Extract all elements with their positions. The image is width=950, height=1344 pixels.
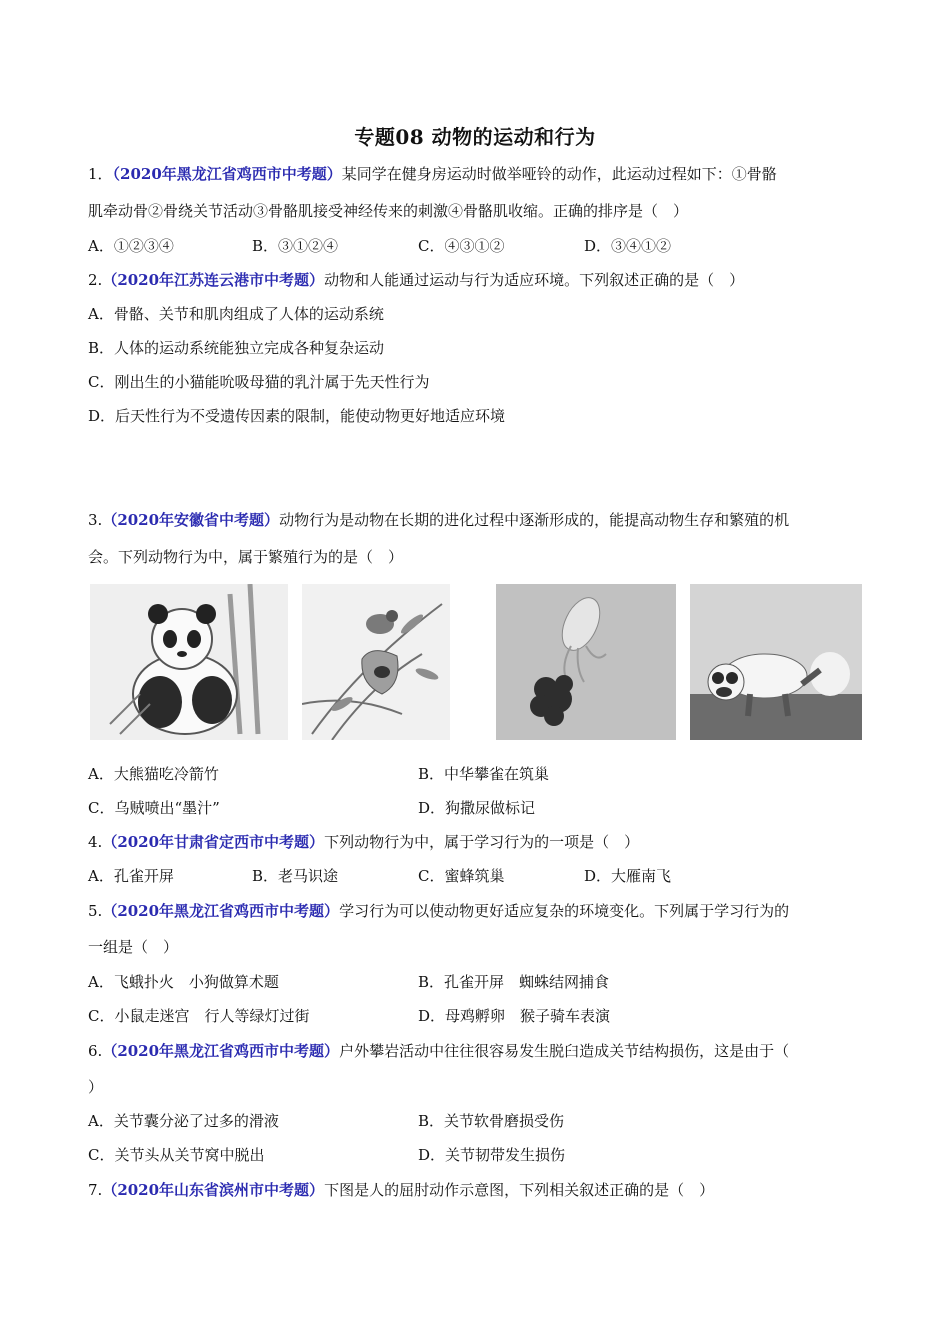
question-7-stem: 7.（2020年山东省滨州市中考题）下图是人的屈肘动作示意图，下列相关叙述正确的是（ ）: [88, 1181, 715, 1199]
question-number: 7.: [88, 1181, 103, 1199]
question-source: （2020年黑龙江省鸡西市中考题）: [102, 902, 340, 920]
option-a: A．骨骼、关节和肌肉组成了人体的运动系统: [88, 305, 384, 323]
option-c: C．小鼠走迷宫 行人等绿灯过街: [88, 1007, 310, 1025]
question-4-stem: 4.（2020年甘肃省定西市中考题）下列动物行为中，属于学习行为的一项是（ ）: [88, 833, 640, 851]
question-source: （2020年江苏连云港市中考题）: [102, 271, 325, 289]
option-a: A．大熊猫吃冷箭竹: [88, 765, 219, 783]
option-c: C．④③①②: [418, 237, 505, 255]
option-c: C．关节头从关节窝中脱出: [88, 1146, 265, 1164]
option-b: B．关节软骨磨损受伤: [418, 1112, 565, 1130]
option-b: B．老马识途: [252, 867, 339, 885]
option-c: C．乌贼喷出“墨汁”: [88, 799, 220, 817]
panda-photo: [90, 584, 288, 740]
question-source: （2020年安徽省中考题）: [102, 511, 280, 529]
question-3-stem-cont: 会。下列动物行为中，属于繁殖行为的是（ ）: [88, 548, 404, 566]
option-d: D．大雁南飞: [584, 867, 672, 885]
question-number: 1．: [88, 165, 113, 183]
question-number: 4.: [88, 833, 103, 851]
option-b: B．③①②④: [252, 237, 339, 255]
question-5-stem: 5.（2020年黑龙江省鸡西市中考题）学习行为可以使动物更好适应复杂的环境变化。下列属于学习行为的: [88, 902, 790, 920]
squid-ink-photo: [496, 584, 676, 740]
option-d: D．③④①②: [584, 237, 672, 255]
question-number: 2.: [88, 271, 103, 289]
question-6-stem-cont: ）: [88, 1078, 104, 1096]
question-6-stem: 6.（2020年黑龙江省鸡西市中考题）户外攀岩活动中往往很容易发生脱臼造成关节结构损伤，这是由于（: [88, 1042, 790, 1060]
option-c: C．刚出生的小猫能吮吸母猫的乳汁属于先天性行为: [88, 373, 430, 391]
question-1-stem-cont: 肌牵动骨②骨绕关节活动③骨骼肌接受神经传来的刺激④骨骼肌收缩。正确的排序是（ ）: [88, 202, 689, 220]
question-number: 6.: [88, 1042, 103, 1060]
option-a: A．关节囊分泌了过多的滑液: [88, 1112, 279, 1130]
question-number: 3.: [88, 511, 103, 529]
option-b: B．中华攀雀在筑巢: [418, 765, 550, 783]
option-c: C．蜜蜂筑巢: [418, 867, 505, 885]
option-a: A．飞蛾扑火 小狗做算术题: [88, 973, 279, 991]
option-d: D．后天性行为不受遗传因素的限制，能使动物更好地适应环境: [88, 407, 506, 425]
dog-marking-photo: [690, 584, 862, 740]
question-number: 5.: [88, 902, 103, 920]
page-title: 专题08 动物的运动和行为: [354, 125, 596, 149]
option-d: D．狗撒尿做标记: [418, 799, 536, 817]
question-5-stem-cont: 一组是（ ）: [88, 938, 179, 956]
question-source: （2020年黑龙江省鸡西市中考题）: [102, 1042, 340, 1060]
option-d: D．关节韧带发生损伤: [418, 1146, 566, 1164]
question-3-stem: 3.（2020年安徽省中考题）动物行为是动物在长期的进化过程中逐渐形成的，能提高动物生存和繁殖的机: [88, 511, 790, 529]
question-source: （2020年黑龙江省鸡西市中考题）: [112, 165, 342, 183]
option-a: A．孔雀开屏: [88, 867, 174, 885]
bird-nest-photo: [302, 584, 450, 740]
option-b: B．孔雀开屏 蜘蛛结网捕食: [418, 973, 610, 991]
option-d: D．母鸡孵卵 猴子骑车表演: [418, 1007, 611, 1025]
option-b: B．人体的运动系统能独立完成各种复杂运动: [88, 339, 385, 357]
question-source: （2020年甘肃省定西市中考题）: [102, 833, 325, 851]
question-1-stem: 1．（2020年黑龙江省鸡西市中考题）某同学在健身房运动时做举哑铃的动作，此运动过程如下：①骨骼: [88, 165, 777, 183]
question-2-stem: 2.（2020年江苏连云港市中考题）动物和人能通过运动与行为适应环境。下列叙述正确的是（ ）: [88, 271, 745, 289]
option-a: A．①②③④: [88, 237, 174, 255]
question-source: （2020年山东省滨州市中考题）: [102, 1181, 325, 1199]
